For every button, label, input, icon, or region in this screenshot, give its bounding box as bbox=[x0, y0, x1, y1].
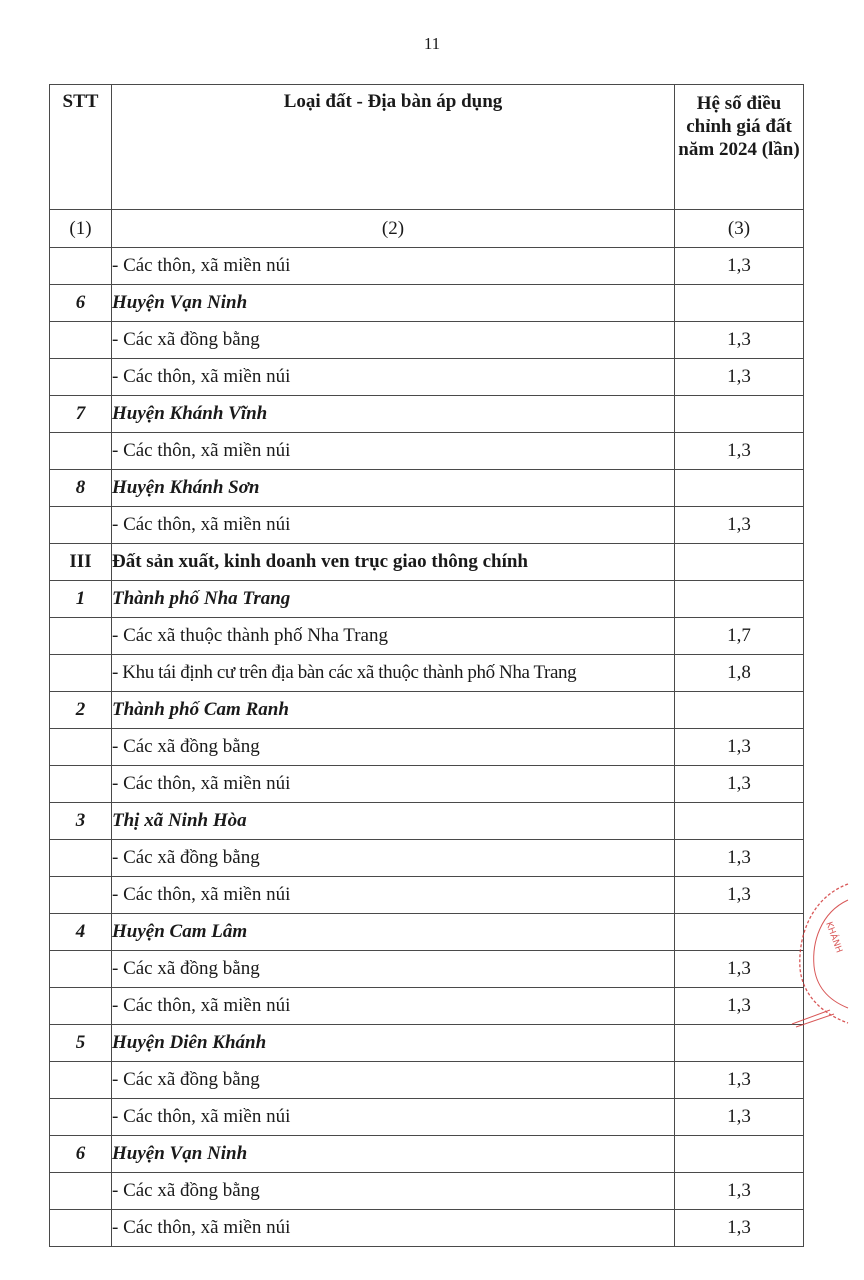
row-stt bbox=[50, 840, 112, 877]
table-row bbox=[50, 1099, 804, 1136]
row-land-type: - Các xã đồng bằng bbox=[112, 729, 675, 766]
table-row bbox=[50, 877, 804, 914]
table-row bbox=[50, 988, 804, 1025]
column-number-row bbox=[50, 210, 804, 248]
row-coefficient: 1,3 bbox=[675, 1173, 804, 1210]
row-coefficient: 1,3 bbox=[675, 1062, 804, 1099]
row-coefficient bbox=[675, 803, 804, 840]
row-coefficient: 1,3 bbox=[675, 248, 804, 285]
row-coefficient: 1,7 bbox=[675, 618, 804, 655]
row-coefficient bbox=[675, 1136, 804, 1173]
group-row bbox=[50, 803, 804, 840]
header-land-type: Loại đất - Địa bàn áp dụng bbox=[112, 85, 675, 210]
group-row bbox=[50, 581, 804, 618]
row-stt bbox=[50, 1062, 112, 1099]
row-coefficient: 1,3 bbox=[675, 1210, 804, 1247]
row-land-type: - Các xã đồng bằng bbox=[112, 322, 675, 359]
group-row bbox=[50, 692, 804, 729]
row-land-type: - Các xã đồng bằng bbox=[112, 1173, 675, 1210]
row-stt bbox=[50, 988, 112, 1025]
group-row bbox=[50, 396, 804, 433]
row-coefficient bbox=[675, 470, 804, 507]
row-stt bbox=[50, 655, 112, 692]
row-coefficient: 1,3 bbox=[675, 433, 804, 470]
table-row bbox=[50, 1173, 804, 1210]
row-stt bbox=[50, 1210, 112, 1247]
row-land-type: - Các thôn, xã miền núi bbox=[112, 766, 675, 803]
header-stt: STT bbox=[50, 85, 112, 210]
row-land-type: - Các xã đồng bằng bbox=[112, 1062, 675, 1099]
table-row bbox=[50, 1062, 804, 1099]
row-land-type: - Các xã thuộc thành phố Nha Trang bbox=[112, 618, 675, 655]
row-stt: 7 bbox=[50, 396, 112, 433]
group-row bbox=[50, 914, 804, 951]
group-row bbox=[50, 470, 804, 507]
row-land-type: - Các thôn, xã miền núi bbox=[112, 877, 675, 914]
row-stt: 4 bbox=[50, 914, 112, 951]
row-stt bbox=[50, 433, 112, 470]
table-row bbox=[50, 433, 804, 470]
table-row bbox=[50, 618, 804, 655]
row-land-type: Đất sản xuất, kinh doanh ven trục giao thông chính bbox=[112, 544, 675, 581]
row-coefficient bbox=[675, 581, 804, 618]
table-row bbox=[50, 655, 804, 692]
row-coefficient: 1,3 bbox=[675, 729, 804, 766]
row-land-type: - Các thôn, xã miền núi bbox=[112, 988, 675, 1025]
row-land-type: Thành phố Nha Trang bbox=[112, 581, 675, 618]
row-stt bbox=[50, 766, 112, 803]
row-stt bbox=[50, 507, 112, 544]
row-land-type: - Các xã đồng bằng bbox=[112, 840, 675, 877]
row-coefficient: 1,3 bbox=[675, 322, 804, 359]
row-land-type: Huyện Khánh Sơn bbox=[112, 470, 675, 507]
row-land-type: Huyện Vạn Ninh bbox=[112, 1136, 675, 1173]
row-land-type: Huyện Vạn Ninh bbox=[112, 285, 675, 322]
row-land-type: - Các xã đồng bằng bbox=[112, 951, 675, 988]
table-row bbox=[50, 248, 804, 285]
row-coefficient bbox=[675, 1025, 804, 1062]
row-stt bbox=[50, 877, 112, 914]
row-coefficient: 1,3 bbox=[675, 877, 804, 914]
row-stt: 5 bbox=[50, 1025, 112, 1062]
row-coefficient: 1,3 bbox=[675, 951, 804, 988]
row-coefficient bbox=[675, 396, 804, 433]
row-land-type: - Các thôn, xã miền núi bbox=[112, 507, 675, 544]
row-stt: 6 bbox=[50, 1136, 112, 1173]
land-price-coefficient-table bbox=[49, 84, 804, 1247]
row-coefficient: 1,3 bbox=[675, 840, 804, 877]
svg-text:KHÁNH: KHÁNH bbox=[823, 920, 844, 955]
row-stt: 2 bbox=[50, 692, 112, 729]
row-stt bbox=[50, 322, 112, 359]
group-row bbox=[50, 285, 804, 322]
table-header-row bbox=[50, 85, 804, 210]
row-stt bbox=[50, 1173, 112, 1210]
row-stt: 1 bbox=[50, 581, 112, 618]
row-land-type: Thị xã Ninh Hòa bbox=[112, 803, 675, 840]
row-stt: 6 bbox=[50, 285, 112, 322]
column-number: (1) bbox=[50, 210, 112, 248]
row-land-type: - Các thôn, xã miền núi bbox=[112, 359, 675, 396]
group-row bbox=[50, 1025, 804, 1062]
red-seal-stamp bbox=[790, 878, 850, 1028]
row-stt bbox=[50, 729, 112, 766]
row-land-type: - Các thôn, xã miền núi bbox=[112, 1210, 675, 1247]
table-row bbox=[50, 766, 804, 803]
row-land-type: - Khu tái định cư trên địa bàn các xã thuộc thành phố Nha Trang bbox=[112, 655, 675, 692]
row-coefficient: 1,3 bbox=[675, 359, 804, 396]
row-coefficient: 1,3 bbox=[675, 1099, 804, 1136]
table-row bbox=[50, 322, 804, 359]
column-number: (2) bbox=[112, 210, 675, 248]
table-row bbox=[50, 951, 804, 988]
row-stt bbox=[50, 359, 112, 396]
row-land-type: - Các thôn, xã miền núi bbox=[112, 1099, 675, 1136]
section-row bbox=[50, 544, 804, 581]
table-row bbox=[50, 1210, 804, 1247]
row-stt bbox=[50, 951, 112, 988]
table-row bbox=[50, 359, 804, 396]
table-row bbox=[50, 729, 804, 766]
row-coefficient: 1,3 bbox=[675, 507, 804, 544]
row-land-type: Huyện Cam Lâm bbox=[112, 914, 675, 951]
table-row bbox=[50, 507, 804, 544]
row-stt bbox=[50, 618, 112, 655]
row-stt: III bbox=[50, 544, 112, 581]
row-land-type: Huyện Khánh Vĩnh bbox=[112, 396, 675, 433]
row-coefficient bbox=[675, 914, 804, 951]
row-land-type: - Các thôn, xã miền núi bbox=[112, 433, 675, 470]
table-row bbox=[50, 840, 804, 877]
row-coefficient: 1,3 bbox=[675, 988, 804, 1025]
column-number: (3) bbox=[675, 210, 804, 248]
row-land-type: Huyện Diên Khánh bbox=[112, 1025, 675, 1062]
row-stt: 8 bbox=[50, 470, 112, 507]
group-row bbox=[50, 1136, 804, 1173]
row-stt bbox=[50, 1099, 112, 1136]
row-coefficient bbox=[675, 544, 804, 581]
row-land-type: - Các thôn, xã miền núi bbox=[112, 248, 675, 285]
row-coefficient bbox=[675, 285, 804, 322]
row-land-type: Thành phố Cam Ranh bbox=[112, 692, 675, 729]
row-coefficient: 1,3 bbox=[675, 766, 804, 803]
row-coefficient: 1,8 bbox=[675, 655, 804, 692]
row-stt: 3 bbox=[50, 803, 112, 840]
header-coefficient: Hệ số điều chỉnh giá đất năm 2024 (lần) bbox=[675, 85, 804, 210]
row-stt bbox=[50, 248, 112, 285]
page-number: 11 bbox=[423, 34, 441, 53]
row-coefficient bbox=[675, 692, 804, 729]
